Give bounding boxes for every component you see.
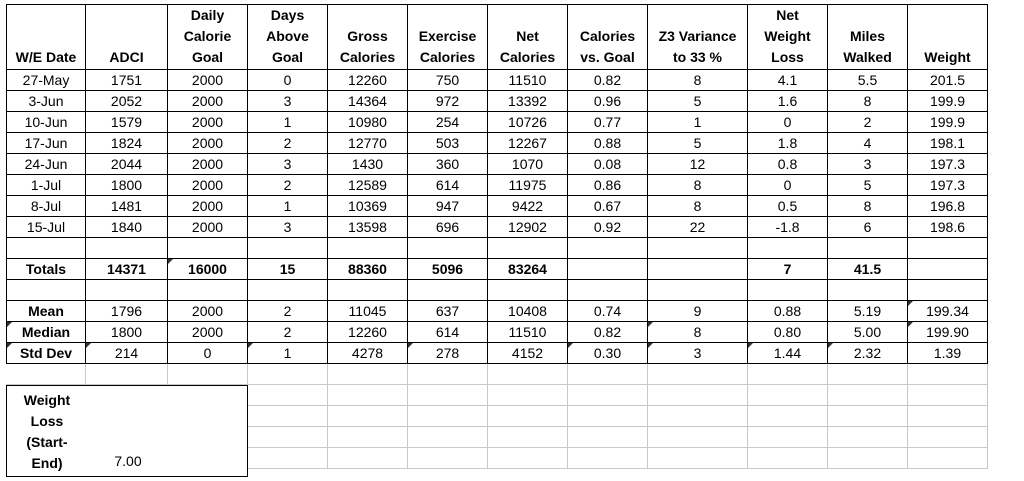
empty-cell[interactable]	[828, 280, 908, 301]
table-cell[interactable]: 15-Jul	[6, 217, 86, 238]
stats-cell[interactable]: 11510	[488, 322, 568, 343]
table-cell[interactable]: 0.82	[568, 70, 648, 91]
totals-row	[6, 259, 988, 280]
stats-cell[interactable]: 0.88	[748, 301, 828, 322]
table-cell[interactable]: 198.6	[908, 217, 988, 238]
stats-cell[interactable]: 3	[648, 343, 748, 364]
empty-cell[interactable]	[6, 364, 86, 385]
stats-cell[interactable]: 214	[86, 343, 168, 364]
table-cell[interactable]: 2000	[168, 70, 248, 91]
empty-cell[interactable]	[748, 385, 828, 406]
stats-cell[interactable]: 5.19	[828, 301, 908, 322]
table-cell[interactable]: 8	[648, 70, 748, 91]
table-cell[interactable]: 10980	[328, 112, 408, 133]
table-cell[interactable]: 5.5	[828, 70, 908, 91]
table-cell[interactable]: 2044	[86, 154, 168, 175]
table-cell[interactable]: 8	[648, 196, 748, 217]
table-cell[interactable]: 12260	[328, 70, 408, 91]
empty-cell[interactable]	[248, 385, 328, 406]
empty-cell[interactable]	[648, 406, 748, 427]
table-cell[interactable]: 1579	[86, 112, 168, 133]
table-row	[6, 175, 988, 196]
header-row	[6, 4, 988, 70]
table-cell[interactable]: 972	[408, 91, 488, 112]
stats-cell[interactable]: 0.80	[748, 322, 828, 343]
empty-cell[interactable]	[488, 385, 568, 406]
table-cell[interactable]: 22	[648, 217, 748, 238]
table-cell[interactable]: -1.8	[748, 217, 828, 238]
stats-label[interactable]: Median	[6, 322, 86, 343]
table-cell[interactable]: 1	[248, 112, 328, 133]
blank-row	[6, 238, 988, 259]
empty-cell[interactable]	[408, 364, 488, 385]
table-cell[interactable]: 12267	[488, 133, 568, 154]
stats-row	[6, 343, 988, 364]
stats-row	[6, 322, 988, 343]
totals-cell[interactable]: 88360	[328, 259, 408, 280]
column-header-label: W/E Date	[15, 49, 77, 65]
empty-cell[interactable]	[328, 280, 408, 301]
empty-cell[interactable]	[828, 448, 908, 469]
empty-cell[interactable]	[828, 385, 908, 406]
column-header-label: Calories vs. Goal	[579, 28, 636, 65]
empty-cell[interactable]	[568, 427, 648, 448]
empty-cell[interactable]	[568, 385, 648, 406]
table-cell[interactable]: 5	[648, 91, 748, 112]
table-cell[interactable]: 8-Jul	[6, 196, 86, 217]
empty-cell[interactable]	[748, 364, 828, 385]
stats-cell[interactable]: 4152	[488, 343, 568, 364]
table-cell[interactable]: 197.3	[908, 154, 988, 175]
column-header-label: Weight	[924, 49, 971, 65]
stats-cell[interactable]: 2000	[168, 322, 248, 343]
empty-cell[interactable]	[748, 238, 828, 259]
stats-cell[interactable]: 1.44	[748, 343, 828, 364]
empty-cell[interactable]	[908, 448, 988, 469]
totals-cell[interactable]: 5096	[408, 259, 488, 280]
table-cell[interactable]: 3	[828, 154, 908, 175]
empty-cell[interactable]	[408, 385, 488, 406]
table-row	[6, 70, 988, 91]
table-cell[interactable]: 0	[248, 70, 328, 91]
table-cell[interactable]: 1751	[86, 70, 168, 91]
empty-cell[interactable]	[908, 238, 988, 259]
table-cell[interactable]: 8	[828, 196, 908, 217]
empty-cell[interactable]	[168, 238, 248, 259]
stats-cell[interactable]: 5.00	[828, 322, 908, 343]
spreadsheet	[6, 4, 1020, 477]
stats-cell[interactable]: 1800	[86, 322, 168, 343]
empty-cell[interactable]	[328, 406, 408, 427]
empty-cell[interactable]	[748, 280, 828, 301]
empty-cell[interactable]	[328, 238, 408, 259]
empty-cell[interactable]	[328, 427, 408, 448]
column-header[interactable]	[748, 4, 828, 70]
table-cell[interactable]: 13392	[488, 91, 568, 112]
table-cell[interactable]: 14364	[328, 91, 408, 112]
table-cell[interactable]: 2000	[168, 196, 248, 217]
table-cell[interactable]: 0.86	[568, 175, 648, 196]
totals-cell[interactable]: Totals	[6, 259, 86, 280]
table-cell[interactable]: 2000	[168, 112, 248, 133]
grid-row	[6, 364, 988, 385]
column-header-label: ADCI	[109, 49, 144, 65]
empty-cell[interactable]	[908, 364, 988, 385]
stats-label[interactable]: Mean	[6, 301, 86, 322]
table-cell[interactable]: 0.92	[568, 217, 648, 238]
table-cell[interactable]: 1	[648, 112, 748, 133]
stats-cell[interactable]: 2000	[168, 301, 248, 322]
table-row	[6, 154, 988, 175]
table-cell[interactable]: 2000	[168, 91, 248, 112]
table-cell[interactable]: 4	[828, 133, 908, 154]
table-cell[interactable]: 1430	[328, 154, 408, 175]
table-cell[interactable]: 3-Jun	[6, 91, 86, 112]
table-cell[interactable]: 10726	[488, 112, 568, 133]
table-cell[interactable]: 8	[828, 91, 908, 112]
table-row	[6, 217, 988, 238]
column-header[interactable]	[908, 4, 988, 70]
blank-row	[6, 280, 988, 301]
table-cell[interactable]: 2	[828, 112, 908, 133]
table-cell[interactable]: 1.8	[748, 133, 828, 154]
stats-cell[interactable]: 0.30	[568, 343, 648, 364]
weight-loss-box	[6, 385, 248, 477]
empty-cell[interactable]	[6, 238, 86, 259]
table-cell[interactable]: 5	[828, 175, 908, 196]
empty-cell[interactable]	[248, 448, 328, 469]
empty-cell[interactable]	[408, 448, 488, 469]
table-cell[interactable]: 360	[408, 154, 488, 175]
column-header[interactable]	[248, 4, 328, 70]
empty-cell[interactable]	[568, 364, 648, 385]
table-cell[interactable]: 1.6	[748, 91, 828, 112]
column-header[interactable]	[408, 4, 488, 70]
table-cell[interactable]: 11510	[488, 70, 568, 91]
table-cell[interactable]: 2	[248, 133, 328, 154]
empty-cell[interactable]	[408, 427, 488, 448]
column-header-label: Exercise Calories	[418, 28, 477, 65]
table-row	[6, 196, 988, 217]
empty-cell[interactable]	[248, 238, 328, 259]
empty-cell[interactable]	[328, 385, 408, 406]
table-cell[interactable]: 4.1	[748, 70, 828, 91]
totals-cell[interactable]: 15	[248, 259, 328, 280]
empty-cell[interactable]	[568, 406, 648, 427]
table-cell[interactable]: 2000	[168, 217, 248, 238]
table-cell[interactable]: 0.8	[748, 154, 828, 175]
table-cell[interactable]: 8	[648, 175, 748, 196]
empty-cell[interactable]	[748, 406, 828, 427]
table-cell[interactable]: 0.96	[568, 91, 648, 112]
table-row	[6, 133, 988, 154]
table-cell[interactable]: 0.77	[568, 112, 648, 133]
column-header[interactable]	[86, 4, 168, 70]
empty-cell[interactable]	[748, 448, 828, 469]
stats-cell[interactable]: 2.32	[828, 343, 908, 364]
table-cell[interactable]: 12589	[328, 175, 408, 196]
stats-cell[interactable]: 199.90	[908, 322, 988, 343]
stats-cell[interactable]: 11045	[328, 301, 408, 322]
stats-cell[interactable]: 1.39	[908, 343, 988, 364]
weight-loss-value[interactable]: 7.00	[114, 453, 142, 469]
table-cell[interactable]: 696	[408, 217, 488, 238]
stats-cell[interactable]: 199.34	[908, 301, 988, 322]
empty-cell[interactable]	[86, 238, 168, 259]
totals-cell[interactable]: 41.5	[828, 259, 908, 280]
empty-cell[interactable]	[488, 280, 568, 301]
empty-cell[interactable]	[908, 427, 988, 448]
stats-cell[interactable]: 0.82	[568, 322, 648, 343]
empty-cell[interactable]	[648, 448, 748, 469]
column-header[interactable]	[168, 4, 248, 70]
column-header[interactable]	[488, 4, 568, 70]
empty-cell[interactable]	[488, 364, 568, 385]
empty-cell[interactable]	[648, 364, 748, 385]
empty-cell[interactable]	[908, 406, 988, 427]
totals-cell[interactable]	[568, 259, 648, 280]
empty-cell[interactable]	[828, 427, 908, 448]
empty-cell[interactable]	[328, 448, 408, 469]
stats-cell[interactable]: 4278	[328, 343, 408, 364]
table-cell[interactable]: 614	[408, 175, 488, 196]
empty-cell[interactable]	[168, 280, 248, 301]
column-header-label: Net Weight Loss	[764, 7, 811, 65]
empty-cell[interactable]	[488, 427, 568, 448]
table-cell[interactable]: 1800	[86, 175, 168, 196]
empty-cell[interactable]	[648, 427, 748, 448]
stats-cell[interactable]: 637	[408, 301, 488, 322]
table-cell[interactable]: 503	[408, 133, 488, 154]
stats-cell[interactable]: 9	[648, 301, 748, 322]
column-header[interactable]	[328, 4, 408, 70]
stats-cell[interactable]: 1	[248, 343, 328, 364]
stats-cell[interactable]: 10408	[488, 301, 568, 322]
column-header[interactable]	[648, 4, 748, 70]
table-cell[interactable]: 12770	[328, 133, 408, 154]
stats-cell[interactable]: 1796	[86, 301, 168, 322]
table-cell[interactable]: 2000	[168, 154, 248, 175]
empty-cell[interactable]	[488, 448, 568, 469]
empty-cell[interactable]	[248, 406, 328, 427]
table-cell[interactable]: 196.8	[908, 196, 988, 217]
table-cell[interactable]: 0	[748, 112, 828, 133]
column-header-label: Daily Calorie Goal	[183, 7, 232, 65]
totals-cell[interactable]: 14371	[86, 259, 168, 280]
column-header-label: Days Above Goal	[266, 7, 309, 65]
empty-cell[interactable]	[488, 406, 568, 427]
table-row	[6, 112, 988, 133]
empty-cell[interactable]	[248, 364, 328, 385]
table-cell[interactable]: 11975	[488, 175, 568, 196]
table-cell[interactable]: 1	[248, 196, 328, 217]
stats-cell[interactable]: 12260	[328, 322, 408, 343]
empty-cell[interactable]	[6, 280, 86, 301]
table-cell[interactable]: 1481	[86, 196, 168, 217]
table-cell[interactable]: 197.3	[908, 175, 988, 196]
table-cell[interactable]: 0	[748, 175, 828, 196]
empty-cell[interactable]	[568, 448, 648, 469]
totals-cell[interactable]	[648, 259, 748, 280]
empty-cell[interactable]	[908, 280, 988, 301]
table-cell[interactable]: 24-Jun	[6, 154, 86, 175]
table-cell[interactable]: 10-Jun	[6, 112, 86, 133]
table-cell[interactable]: 0.88	[568, 133, 648, 154]
table-cell[interactable]: 1824	[86, 133, 168, 154]
empty-cell[interactable]	[86, 364, 168, 385]
totals-cell[interactable]: 7	[748, 259, 828, 280]
table-cell[interactable]: 27-May	[6, 70, 86, 91]
table-cell[interactable]: 2000	[168, 133, 248, 154]
table-cell[interactable]: 17-Jun	[6, 133, 86, 154]
stats-cell[interactable]: 278	[408, 343, 488, 364]
empty-cell[interactable]	[568, 280, 648, 301]
stats-cell[interactable]: 614	[408, 322, 488, 343]
table-cell[interactable]: 1-Jul	[6, 175, 86, 196]
empty-cell[interactable]	[248, 427, 328, 448]
stats-label[interactable]: Std Dev	[6, 343, 86, 364]
table-cell[interactable]: 13598	[328, 217, 408, 238]
empty-cell[interactable]	[408, 238, 488, 259]
empty-cell[interactable]	[408, 280, 488, 301]
table-cell[interactable]: 5	[648, 133, 748, 154]
empty-cell[interactable]	[408, 406, 488, 427]
empty-cell[interactable]	[328, 364, 408, 385]
table-cell[interactable]: 3	[248, 154, 328, 175]
stats-row	[6, 301, 988, 322]
stats-cell[interactable]: 2	[248, 322, 328, 343]
table-cell[interactable]: 9422	[488, 196, 568, 217]
table-cell[interactable]: 2052	[86, 91, 168, 112]
table-cell[interactable]: 254	[408, 112, 488, 133]
table-cell[interactable]: 750	[408, 70, 488, 91]
empty-cell[interactable]	[648, 280, 748, 301]
table-cell[interactable]: 12	[648, 154, 748, 175]
empty-cell[interactable]	[828, 364, 908, 385]
table-cell[interactable]: 198.1	[908, 133, 988, 154]
stats-cell[interactable]: 0	[168, 343, 248, 364]
totals-cell[interactable]: 83264	[488, 259, 568, 280]
column-header-label: Miles Walked	[843, 28, 892, 65]
stats-cell[interactable]: 0.74	[568, 301, 648, 322]
empty-cell[interactable]	[248, 280, 328, 301]
table-cell[interactable]: 0.5	[748, 196, 828, 217]
table-cell[interactable]: 201.5	[908, 70, 988, 91]
column-header[interactable]	[568, 4, 648, 70]
empty-cell[interactable]	[488, 238, 568, 259]
totals-cell[interactable]	[908, 259, 988, 280]
column-header[interactable]	[828, 4, 908, 70]
table-cell[interactable]: 199.9	[908, 112, 988, 133]
empty-cell[interactable]	[748, 427, 828, 448]
weight-loss-label: Weight Loss (Start- End)	[23, 392, 71, 471]
table-cell[interactable]: 947	[408, 196, 488, 217]
table-cell[interactable]: 0.67	[568, 196, 648, 217]
table-cell[interactable]: 199.9	[908, 91, 988, 112]
empty-cell[interactable]	[828, 238, 908, 259]
stats-cell[interactable]: 2	[248, 301, 328, 322]
table-cell[interactable]: 3	[248, 91, 328, 112]
table-cell[interactable]: 12902	[488, 217, 568, 238]
column-header[interactable]	[6, 4, 86, 70]
empty-cell[interactable]	[908, 385, 988, 406]
table-cell[interactable]: 3	[248, 217, 328, 238]
empty-cell[interactable]	[168, 364, 248, 385]
table-cell[interactable]: 1070	[488, 154, 568, 175]
column-header-label: Z3 Variance to 33 %	[658, 28, 737, 65]
column-header-label: Net Calories	[499, 28, 556, 65]
column-header-label: Gross Calories	[339, 28, 396, 65]
empty-cell[interactable]	[828, 406, 908, 427]
table-cell[interactable]: 10369	[328, 196, 408, 217]
stats-cell[interactable]: 8	[648, 322, 748, 343]
totals-cell[interactable]: 16000	[168, 259, 248, 280]
empty-cell[interactable]	[648, 385, 748, 406]
empty-cell[interactable]	[568, 238, 648, 259]
table-cell[interactable]: 2	[248, 175, 328, 196]
table-cell[interactable]: 6	[828, 217, 908, 238]
empty-cell[interactable]	[86, 280, 168, 301]
empty-cell[interactable]	[648, 238, 748, 259]
table-cell[interactable]: 1840	[86, 217, 168, 238]
table-cell[interactable]: 2000	[168, 175, 248, 196]
table-row	[6, 91, 988, 112]
table-cell[interactable]: 0.08	[568, 154, 648, 175]
